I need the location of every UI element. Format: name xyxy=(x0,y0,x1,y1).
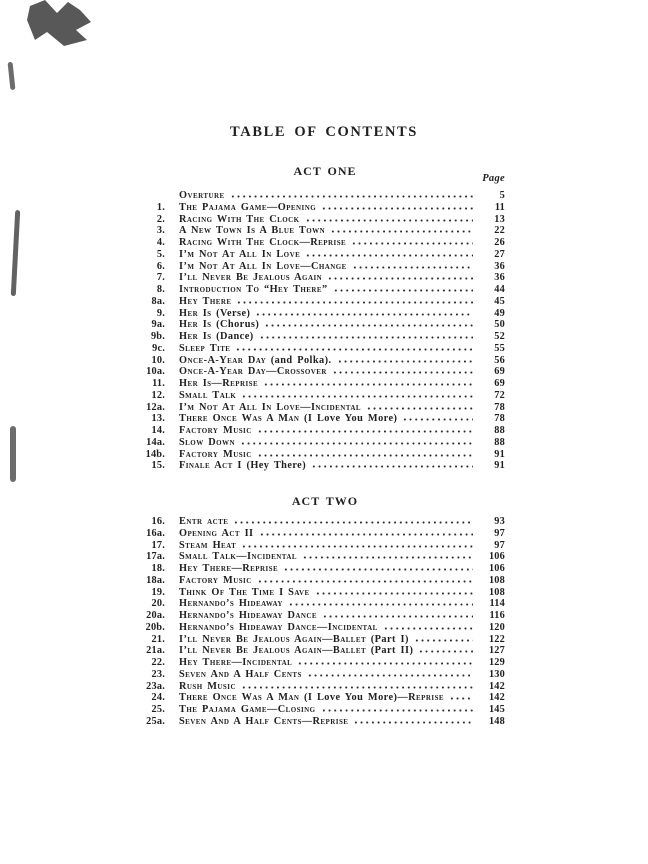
entry-page-number: 11 xyxy=(494,201,505,213)
dot-leader xyxy=(257,430,473,433)
toc-entry xyxy=(145,681,505,693)
toc-entry xyxy=(145,378,505,390)
toc-entry xyxy=(145,669,505,681)
entry-page-number: 142 xyxy=(488,680,505,692)
entry-number: 4. xyxy=(156,237,165,248)
entry-number: 8. xyxy=(156,284,165,295)
toc-entry xyxy=(145,575,505,587)
entry-title xyxy=(179,540,236,551)
dot-leader xyxy=(297,662,473,665)
toc-entry xyxy=(145,390,505,402)
scan-artifact-edge-dash xyxy=(8,62,16,90)
dot-leader xyxy=(241,545,473,548)
entry-page-number: 93 xyxy=(494,516,505,527)
entry-page-number: 36 xyxy=(494,260,505,272)
entry-page-number: 78 xyxy=(494,413,505,425)
entry-title xyxy=(179,249,300,260)
entry-title-smallcaps-segment: Overture xyxy=(179,190,225,201)
entry-title xyxy=(179,528,254,539)
entry-title-smallcaps-segment: Racing With The Clock—Reprise xyxy=(179,237,347,248)
entry-title-smallcaps-segment: Seven And A Half Cents—Reprise xyxy=(179,715,349,727)
entry-title-plain-segment: (Hey There) xyxy=(246,460,307,472)
entry-title-smallcaps-segment: Hey There—Reprise xyxy=(179,563,279,574)
entry-title-smallcaps-segment: Steam Heat xyxy=(179,539,237,551)
entry-title xyxy=(179,425,252,436)
entry-title-plain-segment: (I Love You More) xyxy=(304,692,398,704)
entry-title-smallcaps-segment: I’m Not At All In Love xyxy=(179,248,301,260)
dot-leader xyxy=(307,674,473,677)
entry-title-smallcaps-segment: I’m Not At All In Love—Change xyxy=(179,260,347,272)
entry-title xyxy=(179,681,236,692)
entry-title xyxy=(179,634,409,645)
entry-title-smallcaps-segment: Her Is xyxy=(179,331,217,342)
scan-artifact-marks xyxy=(0,0,120,520)
entry-title xyxy=(179,355,332,366)
entry-page-number: 106 xyxy=(488,563,505,574)
entry-page-number: 44 xyxy=(494,284,505,295)
entry-page-number: 108 xyxy=(488,574,505,586)
entry-title-smallcaps-segment: I’ll Never Be Jealous Again—Ballet xyxy=(179,633,371,645)
dot-leader xyxy=(353,721,473,724)
entry-title-plain-segment: (Part II) xyxy=(370,645,414,657)
entry-page-number: 27 xyxy=(494,248,505,260)
entry-title-smallcaps-segment: Slow Down xyxy=(179,436,236,448)
entry-title-smallcaps-segment: Seven And A Half Cents xyxy=(179,668,302,680)
entry-title xyxy=(179,610,317,621)
toc-entry xyxy=(145,610,505,622)
dot-leader xyxy=(257,454,473,457)
dot-leader xyxy=(311,465,473,468)
entry-title xyxy=(179,284,328,295)
toc-entry xyxy=(145,355,505,367)
dot-leader xyxy=(257,580,473,583)
toc-entry xyxy=(145,460,505,472)
toc-entry xyxy=(145,634,505,646)
entry-title xyxy=(179,202,316,213)
toc-entry xyxy=(145,425,505,437)
scan-artifact-edge-streak xyxy=(11,210,20,296)
table-of-contents xyxy=(145,0,505,864)
toc-entries-act-one xyxy=(145,190,505,472)
toc-entry xyxy=(145,437,505,449)
entry-page-number: 142 xyxy=(488,692,505,704)
entry-number: 21a. xyxy=(146,645,165,657)
toc-entry xyxy=(145,449,505,461)
toc-entry xyxy=(145,284,505,296)
entry-page-number: 69 xyxy=(494,378,505,389)
entry-title-smallcaps-segment: Factory Music xyxy=(179,448,252,460)
entry-title xyxy=(179,551,297,562)
entry-title-smallcaps-segment: Entr acte xyxy=(179,516,229,527)
entry-page-number: 88 xyxy=(494,425,505,436)
entry-page-number: 97 xyxy=(494,527,505,539)
entry-page-number: 36 xyxy=(494,272,505,284)
entry-page-number: 50 xyxy=(494,319,505,331)
entry-page-number: 26 xyxy=(494,237,505,248)
entry-page-number: 120 xyxy=(488,621,505,633)
entry-title xyxy=(179,272,322,283)
entry-title-smallcaps-segment: A New Town Is A Blue Town xyxy=(179,225,326,237)
page-title: TABLE OF CONTENTS xyxy=(230,124,418,140)
entry-page-number: 127 xyxy=(488,645,505,657)
entry-title xyxy=(179,413,397,424)
toc-entry xyxy=(145,366,505,378)
toc-entry xyxy=(145,308,505,320)
dot-leader xyxy=(337,360,473,363)
toc-entry xyxy=(145,272,505,284)
entry-title-smallcaps-segment: Factory Music xyxy=(179,574,252,586)
dot-leader xyxy=(233,521,473,524)
entry-title-smallcaps-segment: Sleep Tite xyxy=(179,342,231,354)
entry-page-number: 88 xyxy=(494,436,505,448)
dot-leader xyxy=(351,242,473,245)
toc-entry xyxy=(145,528,505,540)
toc-entry xyxy=(145,657,505,669)
dot-leader xyxy=(255,313,473,316)
entry-title xyxy=(179,460,306,471)
dot-leader xyxy=(449,697,473,700)
dot-leader xyxy=(302,556,473,559)
toc-entry xyxy=(145,249,505,261)
dot-leader xyxy=(241,395,473,398)
entry-number: 13. xyxy=(151,413,165,425)
entry-title xyxy=(179,319,259,330)
entry-title xyxy=(179,402,361,413)
dot-leader xyxy=(241,686,473,689)
entry-title-smallcaps-segment: Small Talk xyxy=(179,389,237,401)
dot-leader xyxy=(263,383,473,386)
section-heading-act-two: ACT TWO xyxy=(291,494,359,508)
entry-number: 24. xyxy=(151,692,165,704)
dot-leader xyxy=(305,219,473,222)
entry-title xyxy=(179,308,250,319)
entry-number: 23. xyxy=(151,668,165,680)
entry-title-plain-segment: (Verse) xyxy=(216,307,251,319)
entry-title xyxy=(179,437,235,448)
entry-title xyxy=(179,190,225,201)
dot-leader xyxy=(240,442,473,445)
entry-page-number: 52 xyxy=(494,331,505,342)
entry-title-smallcaps-segment: The Pajama Game—Closing xyxy=(179,704,316,715)
entry-title xyxy=(179,516,228,527)
dot-leader xyxy=(321,709,473,712)
entry-title xyxy=(179,390,236,401)
entry-title xyxy=(179,261,347,272)
entry-number: 11. xyxy=(152,378,165,389)
dot-leader xyxy=(418,650,473,653)
toc-entry xyxy=(145,551,505,563)
scan-artifact-edge-streak-lower xyxy=(10,426,16,482)
entry-number: 14. xyxy=(151,425,165,436)
entry-number: 9a. xyxy=(151,319,165,331)
dot-leader xyxy=(402,418,473,421)
toc-entry xyxy=(145,540,505,552)
entry-page-number: 122 xyxy=(488,633,505,645)
dot-leader xyxy=(352,266,473,269)
entry-title xyxy=(179,645,413,656)
entry-page-number: 45 xyxy=(494,295,505,307)
entry-title xyxy=(179,237,346,248)
toc-entry xyxy=(145,587,505,599)
entry-title-plain-segment: (and Polka). xyxy=(270,354,332,366)
entry-number: 9. xyxy=(156,307,165,319)
entry-title xyxy=(179,563,278,574)
entry-page-number: 13 xyxy=(494,213,505,225)
toc-entry xyxy=(145,563,505,575)
entry-title-smallcaps-segment: Hey There—Incidental xyxy=(179,657,293,668)
entry-title xyxy=(179,378,258,389)
entry-title-smallcaps-segment: Her Is xyxy=(179,319,217,331)
toc-entry xyxy=(145,237,505,249)
entry-number: 2. xyxy=(156,213,165,225)
entry-title xyxy=(179,225,325,236)
dot-leader xyxy=(327,277,473,280)
entry-number: 8a. xyxy=(151,295,165,307)
entry-number: 6. xyxy=(156,260,165,272)
entry-title-smallcaps-segment: —Reprise xyxy=(397,692,445,704)
entry-title xyxy=(179,669,302,680)
entry-number: 20b. xyxy=(145,621,165,633)
entry-number: 20. xyxy=(151,598,165,610)
dot-leader xyxy=(236,301,473,304)
dot-leader xyxy=(283,568,473,571)
entry-page-number: 116 xyxy=(489,610,505,621)
entry-title-smallcaps-segment: I’m Not At All In Love—Incidental xyxy=(179,401,361,413)
dot-leader xyxy=(259,336,473,339)
toc-entry xyxy=(145,190,505,202)
toc-entry xyxy=(145,319,505,331)
entry-title xyxy=(179,587,310,598)
dot-leader xyxy=(322,615,473,618)
entry-number: 20a. xyxy=(146,610,165,621)
entry-number: 17. xyxy=(151,539,165,551)
entry-page-number: 145 xyxy=(488,704,505,715)
entry-title-smallcaps-segment: I’ll Never Be Jealous Again—Ballet xyxy=(179,645,371,657)
entry-title-smallcaps-segment: There Once Was A Man xyxy=(179,413,305,425)
entry-title-smallcaps-segment: Her Is xyxy=(179,307,217,319)
entry-title-smallcaps-segment: Factory Music xyxy=(179,425,252,436)
dot-leader xyxy=(330,230,473,233)
entry-number: 15. xyxy=(151,460,165,472)
toc-entry xyxy=(145,716,505,728)
toc-entry xyxy=(145,214,505,226)
dot-leader xyxy=(288,603,473,606)
entry-number: 16. xyxy=(151,516,165,527)
entry-title xyxy=(179,622,378,633)
entry-title-smallcaps-segment: Hey There xyxy=(179,295,232,307)
entry-number: 14a. xyxy=(146,436,165,448)
toc-entry xyxy=(145,516,505,528)
entry-title-smallcaps-segment: Small Talk—Incidental xyxy=(179,551,297,563)
toc-entry xyxy=(145,622,505,634)
entry-page-number: 97 xyxy=(494,539,505,551)
entry-number: 18. xyxy=(151,563,165,574)
entry-title xyxy=(179,692,444,703)
entry-number: 7. xyxy=(156,272,165,284)
entry-title-smallcaps-segment: Finale Act I xyxy=(179,460,247,472)
toc-entry xyxy=(145,645,505,657)
entry-title-plain-segment: (Dance) xyxy=(216,331,254,342)
entry-page-number: 49 xyxy=(494,307,505,319)
toc-entry xyxy=(145,261,505,273)
entry-title xyxy=(179,598,283,609)
toc-entry xyxy=(145,202,505,214)
entry-title-plain-segment: (Part I) xyxy=(370,633,409,645)
entry-title xyxy=(179,214,300,225)
entry-title-smallcaps-segment: Hernando’s Hideaway xyxy=(179,598,283,610)
entry-title-smallcaps-segment: Opening Act II xyxy=(179,527,254,539)
entry-title-smallcaps-segment: Her Is—Reprise xyxy=(179,378,259,389)
entry-title-smallcaps-segment: Racing With The Clock xyxy=(179,213,300,225)
dot-leader xyxy=(230,195,473,198)
toc-entry xyxy=(145,413,505,425)
entry-title-smallcaps-segment: I’ll Never Be Jealous Again xyxy=(179,272,323,284)
dot-leader xyxy=(321,207,473,210)
dot-leader xyxy=(332,371,473,374)
entry-page-number: 69 xyxy=(494,366,505,378)
dot-leader xyxy=(414,639,473,642)
entry-number: 1. xyxy=(156,201,165,213)
entry-number: 5. xyxy=(156,248,165,260)
entry-number: 25. xyxy=(151,704,165,715)
entry-number: 3. xyxy=(156,225,165,237)
entry-number: 18a. xyxy=(146,574,165,586)
dot-leader xyxy=(315,592,473,595)
dot-leader xyxy=(235,348,473,351)
dot-leader xyxy=(264,324,473,327)
entry-title-smallcaps-segment: Once-A-Year Day xyxy=(179,354,271,366)
entry-number: 17a. xyxy=(146,551,165,563)
entry-number: 9b. xyxy=(150,331,165,342)
entry-title xyxy=(179,716,348,727)
toc-entry xyxy=(145,598,505,610)
entry-page-number: 55 xyxy=(494,342,505,354)
entry-title xyxy=(179,575,252,586)
entry-title xyxy=(179,704,316,715)
entry-page-number: 129 xyxy=(488,657,505,668)
entry-page-number: 56 xyxy=(494,354,505,366)
entry-number: 12. xyxy=(151,389,165,401)
entry-title xyxy=(179,366,327,377)
entry-number: 14b. xyxy=(145,448,165,460)
toc-entries-act-two xyxy=(145,516,505,728)
dot-leader xyxy=(383,627,473,630)
entry-number: 19. xyxy=(151,586,165,598)
toc-entry xyxy=(145,704,505,716)
page-column-label: Page xyxy=(482,173,505,184)
toc-entry xyxy=(145,692,505,704)
toc-entry xyxy=(145,343,505,355)
entry-title xyxy=(179,449,252,460)
entry-title-plain-segment: (Chorus) xyxy=(216,319,260,331)
entry-page-number: 114 xyxy=(489,598,505,610)
entry-number: 10a. xyxy=(146,366,165,378)
entry-page-number: 108 xyxy=(488,586,505,598)
toc-entry xyxy=(145,296,505,308)
entry-page-number: 91 xyxy=(494,460,505,472)
toc-entry xyxy=(145,225,505,237)
entry-title xyxy=(179,657,292,668)
entry-page-number: 130 xyxy=(488,668,505,680)
entry-title-smallcaps-segment: Rush Music xyxy=(179,680,236,692)
toc-entry xyxy=(145,402,505,414)
section-heading-act-one: ACT ONE xyxy=(293,164,357,178)
dot-leader xyxy=(259,533,474,536)
entry-page-number: 78 xyxy=(494,401,505,413)
entry-number: 21. xyxy=(151,633,165,645)
dot-leader xyxy=(333,289,473,292)
entry-page-number: 22 xyxy=(494,225,505,237)
dot-leader xyxy=(366,407,473,410)
entry-title-smallcaps-segment: The Pajama Game—Opening xyxy=(179,201,317,213)
entry-title-smallcaps-segment: Hernando’s Hideaway Dance xyxy=(179,610,318,621)
entry-title-smallcaps-segment: Once-A-Year Day—Crossover xyxy=(179,366,327,378)
entry-number: 16a. xyxy=(146,527,165,539)
entry-number: 9c. xyxy=(152,342,165,354)
entry-number: 10. xyxy=(151,354,165,366)
entry-number: 22. xyxy=(151,657,165,668)
entry-title-smallcaps-segment: Think Of The Time I Save xyxy=(179,586,310,598)
entry-title xyxy=(179,343,230,354)
entry-title-smallcaps-segment: Hernando’s Hideaway Dance—Incidental xyxy=(179,621,378,633)
entry-number: 25a. xyxy=(146,715,165,727)
entry-number: 23a. xyxy=(146,680,165,692)
dot-leader xyxy=(305,254,473,257)
entry-page-number: 5 xyxy=(499,190,505,201)
toc-entry xyxy=(145,331,505,343)
entry-title-plain-segment: (I Love You More) xyxy=(304,413,398,425)
entry-title-smallcaps-segment: Introduction To “Hey There” xyxy=(179,284,328,295)
entry-number: 12a. xyxy=(146,401,165,413)
entry-page-number: 91 xyxy=(494,448,505,460)
entry-title xyxy=(179,331,254,342)
scan-artifact-corner-mark xyxy=(27,0,91,46)
entry-page-number: 72 xyxy=(494,389,505,401)
entry-title-smallcaps-segment: There Once Was A Man xyxy=(179,692,305,704)
entry-page-number: 106 xyxy=(488,551,505,563)
entry-title xyxy=(179,296,231,307)
entry-page-number: 148 xyxy=(488,715,505,727)
